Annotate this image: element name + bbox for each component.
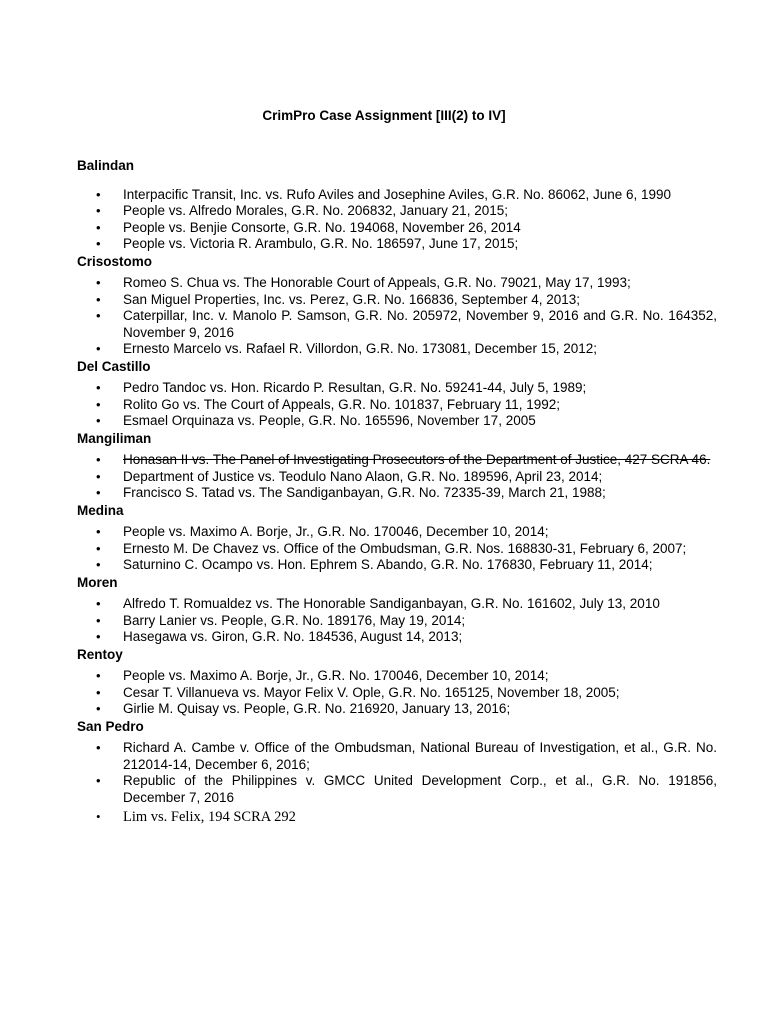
- bullet-icon: •: [96, 596, 101, 611]
- document-title: CrimPro Case Assignment [III(2) to IV]: [262, 108, 506, 123]
- case-citation: Honasan II vs. The Panel of Investigating Prosecutors of the Department of Justice, 427 SCRA 46.: [123, 452, 711, 467]
- case-citation: People vs. Benjie Consorte, G.R. No. 194068, November 26, 2014: [123, 219, 521, 235]
- case-list: [77, 740, 717, 826]
- assignee-name: Del Castillo: [77, 358, 151, 374]
- bullet-icon: •: [96, 524, 101, 539]
- case-item: [77, 596, 717, 613]
- assignee-section: [77, 359, 717, 430]
- case-citation: Romeo S. Chua vs. The Honorable Court of Appeals, G.R. No. 79021, May 17, 1993;: [123, 275, 631, 290]
- case-citation: Interpacific Transit, Inc. vs. Rufo Aviles and Josephine Aviles, G.R. No. 86062, June 6, 1990: [123, 186, 672, 202]
- case-item: [77, 557, 717, 574]
- case-citation: People vs. Alfredo Morales, G.R. No. 206832, January 21, 2015;: [123, 203, 508, 218]
- assignee-name: Balindan: [77, 158, 135, 173]
- case-item: [77, 701, 717, 718]
- case-list: [77, 524, 717, 574]
- bullet-icon: •: [96, 540, 101, 556]
- case-item: [77, 613, 717, 630]
- case-citation: People vs. Victoria R. Arambulo, G.R. No. 186597, June 17, 2015;: [123, 236, 519, 251]
- assignee-name: Medina: [77, 502, 124, 518]
- case-item: [77, 397, 717, 414]
- case-item: [77, 236, 717, 253]
- assignee-name: Rentoy: [77, 646, 123, 662]
- case-item: [77, 773, 717, 806]
- case-item: [77, 413, 717, 430]
- bullet-icon: •: [96, 684, 101, 700]
- case-citation: Cesar T. Villanueva vs. Mayor Felix V. Ople, G.R. No. 165125, November 18, 2005;: [123, 684, 620, 700]
- case-citation: Rolito Go vs. The Court of Appeals, G.R. No. 101837, February 11, 1992;: [123, 396, 560, 412]
- bullet-icon: •: [96, 612, 101, 628]
- bullet-icon: •: [96, 773, 101, 788]
- case-citation: Hasegawa vs. Giron, G.R. No. 184536, August 14, 2013;: [123, 629, 463, 644]
- case-item: [77, 685, 717, 702]
- assignee-section: [77, 719, 717, 826]
- bullet-icon: •: [96, 413, 101, 428]
- case-item: [77, 187, 717, 204]
- case-list: [77, 187, 717, 253]
- assignee-section: [77, 158, 717, 253]
- case-item: [77, 629, 717, 646]
- case-list: [77, 380, 717, 430]
- case-item: [77, 380, 717, 397]
- assignee-name: Crisostomo: [77, 253, 153, 269]
- case-item: [77, 203, 717, 220]
- case-list: [77, 452, 717, 502]
- case-citation: Barry Lanier vs. People, G.R. No. 189176, May 19, 2014;: [123, 612, 466, 628]
- assignee-section: [77, 254, 717, 358]
- case-item: [77, 469, 717, 486]
- assignment-list: [77, 158, 717, 826]
- case-item: [77, 275, 717, 292]
- bullet-icon: •: [96, 485, 101, 500]
- bullet-icon: •: [96, 557, 101, 572]
- case-item: [77, 341, 717, 358]
- case-citation: San Miguel Properties, Inc. vs. Perez, G.R. No. 166836, September 4, 2013;: [123, 291, 580, 307]
- case-citation: People vs. Maximo A. Borje, Jr., G.R. No. 170046, December 10, 2014;: [123, 668, 549, 683]
- case-citation: Ernesto Marcelo vs. Rafael R. Villordon, G.R. No. 173081, December 15, 2012;: [123, 341, 597, 356]
- assignee-section: [77, 503, 717, 574]
- case-citation: Lim vs. Felix, 194 SCRA 292: [123, 809, 296, 825]
- case-citation: Alfredo T. Romualdez vs. The Honorable Sandiganbayan, G.R. No. 161602, July 13, 2010: [123, 596, 660, 611]
- case-item: [77, 740, 717, 773]
- bullet-icon: •: [96, 452, 101, 467]
- case-citation: Richard A. Cambe v. Office of the Ombudsman, National Bureau of Investigation, et al., G.R. No. 212014-14, December 6, 2016;: [123, 740, 717, 772]
- bullet-icon: •: [96, 740, 101, 755]
- case-item: [77, 292, 717, 309]
- case-citation: Esmael Orquinaza vs. People, G.R. No. 165596, November 17, 2005: [123, 413, 536, 428]
- case-item: [77, 485, 717, 502]
- bullet-icon: •: [96, 219, 101, 235]
- case-item: [77, 668, 717, 685]
- case-item-struck: [77, 452, 717, 469]
- bullet-icon: •: [96, 275, 101, 290]
- bullet-icon: •: [96, 380, 101, 395]
- bullet-icon: •: [96, 341, 101, 356]
- case-citation: Francisco S. Tatad vs. The Sandiganbayan, G.R. No. 72335-39, March 21, 1988;: [123, 485, 606, 500]
- case-list: [77, 596, 717, 646]
- bullet-icon: •: [96, 809, 101, 824]
- bullet-icon: •: [96, 308, 101, 323]
- case-item: [77, 220, 717, 237]
- bullet-icon: •: [96, 203, 101, 218]
- case-citation: Pedro Tandoc vs. Hon. Ricardo P. Resultan, G.R. No. 59241-44, July 5, 1989;: [123, 380, 587, 395]
- bullet-icon: •: [96, 629, 101, 644]
- assignee-name: San Pedro: [77, 718, 144, 734]
- case-item: [77, 809, 717, 826]
- case-list: [77, 668, 717, 718]
- assignee-name: Mangiliman: [77, 430, 152, 446]
- case-list: [77, 275, 717, 358]
- case-citation: Saturnino C. Ocampo vs. Hon. Ephrem S. Abando, G.R. No. 176830, February 11, 2014;: [123, 557, 653, 572]
- bullet-icon: •: [96, 236, 101, 251]
- bullet-icon: •: [96, 186, 101, 202]
- bullet-icon: •: [96, 701, 101, 716]
- bullet-icon: •: [96, 668, 101, 683]
- case-item: [77, 541, 717, 558]
- case-citation: Department of Justice vs. Teodulo Nano Alaon, G.R. No. 189596, April 23, 2014;: [123, 468, 603, 484]
- case-citation: People vs. Maximo A. Borje, Jr., G.R. No. 170046, December 10, 2014;: [123, 524, 549, 539]
- assignee-section: [77, 647, 717, 718]
- case-item: [77, 524, 717, 541]
- case-citation: Caterpillar, Inc. v. Manolo P. Samson, G.R. No. 205972, November 9, 2016 and G.R. No. 164352, November 9, 2016: [123, 308, 717, 340]
- case-item: [77, 308, 717, 341]
- case-citation: Ernesto M. De Chavez vs. Office of the Ombudsman, G.R. Nos. 168830-31, February 6, 2007;: [123, 540, 687, 556]
- case-citation: Girlie M. Quisay vs. People, G.R. No. 216920, January 13, 2016;: [123, 701, 511, 716]
- bullet-icon: •: [96, 468, 101, 484]
- assignee-section: [77, 431, 717, 502]
- assignee-name: Moren: [77, 574, 118, 590]
- bullet-icon: •: [96, 291, 101, 307]
- assignee-section: [77, 575, 717, 646]
- case-citation: Republic of the Philippines v. GMCC United Development Corp., et al., G.R. No. 191856, December 7, 2016: [123, 773, 717, 805]
- bullet-icon: •: [96, 396, 101, 412]
